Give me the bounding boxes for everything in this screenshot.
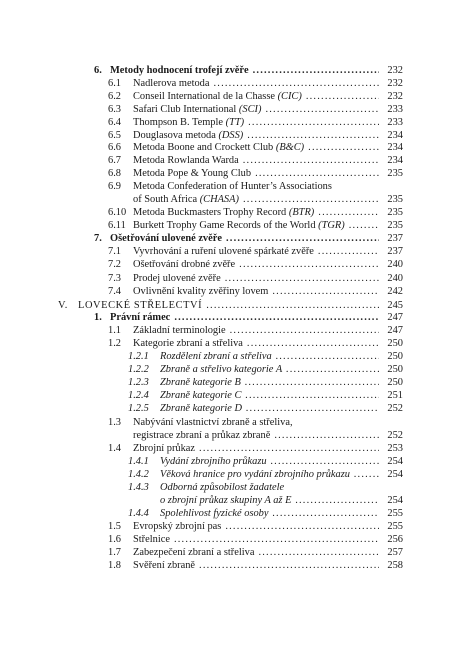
toc-entry-number: 1.2.3 (128, 377, 149, 389)
dot-leader (269, 507, 380, 520)
toc-entry (0, 167, 403, 180)
toc-entry-number: 6.5 (108, 129, 121, 141)
toc-entry-page-number: 250 (387, 338, 403, 350)
toc-entry-abbreviation: (CHASA) (199, 194, 239, 205)
toc-entry (0, 299, 403, 312)
toc-entry (0, 507, 403, 520)
toc-entry-title: Evropský zbrojní pas (133, 520, 222, 532)
dot-leader (235, 258, 379, 271)
toc-entry-title: Rozdělení zbraní a střeliva (160, 351, 272, 363)
toc-entry-page-number: 253 (387, 442, 403, 454)
toc-entry-title: Ovlivnění kvality zvěřiny lovem (133, 285, 269, 297)
toc-entry-title: Nabývání vlastnictví zbraně a střeliva, (133, 416, 293, 428)
toc-entry (0, 520, 403, 533)
dot-leader (345, 219, 379, 232)
toc-entry-title: Věková hranice pro vydání zbrojního průkazu (160, 468, 350, 480)
toc-entry-title: Základní terminologie (133, 325, 226, 337)
toc-entry (0, 129, 403, 142)
toc-entry-title: Metody hodnocení trofejí zvěře (110, 65, 249, 76)
dot-leader (221, 272, 379, 285)
toc-entry-page-number: 254 (387, 494, 403, 506)
toc-entry (0, 180, 403, 193)
toc-entry-title: Zbraně kategorie C (160, 390, 242, 402)
toc-entry-title: Douglasova metoda (133, 129, 216, 141)
dot-leader (270, 429, 379, 442)
toc-entry-number: 6.1 (108, 77, 121, 89)
toc-entry-title: registrace zbraní a průkaz zbraně (133, 429, 271, 441)
toc-entry-page-number: 234 (387, 155, 403, 167)
toc-entry-title: Metoda Confederation of Hunter’s Associations (133, 181, 332, 193)
dot-leader (254, 546, 379, 559)
dot-leader (221, 520, 379, 533)
toc-entry-page-number: 254 (387, 468, 403, 480)
toc-entry-number: 1.4 (108, 442, 121, 454)
dot-leader (291, 494, 379, 507)
toc-entry (0, 455, 403, 468)
toc-entry-page-number: 237 (387, 233, 403, 245)
dot-leader (170, 533, 379, 546)
toc-entry-abbreviation: (TT) (225, 116, 245, 128)
toc-entry-number: 1.2.4 (128, 390, 149, 402)
toc-entry-number: 6.3 (108, 103, 121, 115)
toc-entry-number: 6.6 (108, 142, 121, 154)
toc-entry-number: 7.3 (108, 272, 121, 284)
toc-entry (0, 494, 403, 507)
toc-entry-page-number: 233 (387, 116, 403, 128)
toc-entry-title: Conseil International de la Chasse (133, 90, 275, 102)
toc-entry (0, 481, 403, 494)
toc-entry-number: 7.1 (108, 246, 121, 258)
toc-entry-page-number: 234 (387, 129, 403, 141)
toc-entry (0, 402, 403, 415)
toc-entry (0, 206, 403, 219)
toc-entry-number: 1.2 (108, 338, 121, 350)
toc-entry-page-number: 237 (387, 246, 403, 258)
toc-entry-number: 1.7 (108, 546, 121, 558)
toc-entry-page-number: 235 (387, 194, 403, 205)
toc-entry-title: Ošetřování ulovené zvěře (110, 233, 222, 245)
dot-leader (243, 129, 379, 142)
toc-entry-title: Zbraně kategorie B (160, 377, 241, 389)
toc-entry-number: 1.1 (108, 325, 121, 337)
toc-entry-title: Odborná způsobilost žadatele (160, 481, 285, 493)
dot-leader (226, 324, 379, 337)
dot-leader (261, 103, 379, 116)
toc-entry-page-number: 242 (387, 285, 403, 297)
dot-leader (195, 442, 379, 455)
toc-entry-title: Vydání zbrojního průkazu (160, 455, 267, 467)
dot-leader (241, 389, 379, 402)
toc-entry-page-number: 235 (387, 219, 403, 231)
toc-entry-page-number: 250 (387, 377, 403, 389)
toc-entry-number: 1.5 (108, 520, 121, 532)
toc-entry (0, 64, 403, 77)
toc-entry (0, 376, 403, 389)
dot-leader (302, 90, 379, 103)
toc-entry-title: Thompson B. Temple (133, 116, 223, 128)
toc-entry-title: Burkett Trophy Game Records of the World (133, 219, 316, 231)
dot-leader (242, 402, 379, 415)
toc-entry-page-number: 247 (387, 325, 403, 337)
toc-entry (0, 363, 403, 376)
toc-entry-number: 1.3 (108, 416, 121, 428)
toc-entry-title: Metoda Buckmasters Trophy Record (133, 206, 287, 218)
toc-entry-abbreviation: (B&C) (275, 142, 305, 154)
toc-entry-title: Vyvrhování a ruření ulovené spárkaté zvěře (133, 246, 314, 258)
toc-entry-title: Metoda Pope & Young Club (133, 168, 252, 180)
toc-entry (0, 468, 403, 481)
toc-entry-page-number: 232 (387, 65, 403, 76)
toc-entry-number: 6.8 (108, 168, 121, 180)
toc-entry-page-number: 240 (387, 272, 403, 284)
toc-entry (0, 258, 403, 271)
dot-leader (314, 206, 379, 219)
toc-entry-title: Právní rámec (110, 312, 171, 324)
toc-entry-abbreviation: (CIC) (277, 90, 302, 102)
toc-entry-title: Spolehlivost fyzické osoby (160, 507, 269, 519)
toc-entry (0, 141, 403, 154)
toc-entry-page-number: 254 (387, 455, 403, 467)
dot-leader (251, 167, 379, 180)
dot-leader (272, 350, 379, 363)
dot-leader (304, 141, 379, 154)
toc-entry-page-number: 251 (387, 390, 403, 402)
toc-entry (0, 546, 403, 559)
toc-entry (0, 429, 403, 442)
toc-entry (0, 442, 403, 455)
toc-entry-number: 6.10 (108, 206, 127, 218)
toc-entry-page-number: 250 (387, 364, 403, 376)
toc-entry-number: 1.8 (108, 559, 121, 571)
toc-entry-page-number: 256 (387, 533, 403, 545)
toc-entry-title: Zabezpečení zbraní a střeliva (133, 546, 255, 558)
toc-entry (0, 116, 403, 129)
dot-leader (244, 116, 379, 129)
dot-leader (267, 455, 379, 468)
toc-entry (0, 90, 403, 103)
toc-entry-page-number: 233 (387, 103, 403, 115)
toc-entry (0, 77, 403, 90)
dot-leader (282, 363, 379, 376)
toc-entry-title: Zbraně kategorie D (160, 403, 242, 415)
toc-entry-page-number: 232 (387, 77, 403, 89)
toc-entry-page-number: 250 (387, 351, 403, 363)
toc-entry-number: 1.4.2 (128, 468, 149, 480)
toc-entry-number: 1.2.2 (128, 364, 149, 376)
toc-entry-number: 1.4.4 (128, 507, 149, 519)
toc-entry-number: 7.2 (108, 259, 121, 271)
toc-entry-number: 1. (94, 312, 102, 324)
toc-entry-title: o zbrojní průkaz skupiny A až E (160, 494, 292, 506)
toc-entry-page-number: 235 (387, 168, 403, 180)
toc-entry (0, 272, 403, 285)
toc-entry-abbreviation: (TGR) (318, 219, 345, 231)
toc-entry-page-number: 234 (387, 142, 403, 154)
toc-entry-abbreviation: (DSS) (218, 129, 244, 141)
toc-entry-number: 6. (94, 65, 102, 76)
dot-leader (268, 285, 379, 298)
toc-entry (0, 416, 403, 429)
toc-entry (0, 245, 403, 258)
dot-leader (249, 64, 379, 77)
toc-entry (0, 324, 403, 337)
dot-leader (209, 77, 379, 90)
toc-entry (0, 154, 403, 167)
toc-entry-page-number: 255 (387, 520, 403, 532)
toc-entry-title: Metoda Rowlanda Warda (133, 155, 239, 167)
toc-entry-number: 6.7 (108, 155, 121, 167)
toc-entry-abbreviation: (BTR) (288, 206, 315, 218)
toc-entry-title: Svěření zbraně (133, 559, 196, 571)
dot-leader (314, 245, 379, 258)
toc-entry-number: 7. (94, 233, 102, 245)
toc-entry-title: Střelnice (133, 533, 170, 545)
toc-entry-title: Nadlerova metoda (133, 77, 210, 89)
toc-entry-page-number: 257 (387, 546, 403, 558)
dot-leader (202, 299, 379, 312)
toc-entry (0, 193, 403, 206)
toc-entry (0, 311, 403, 324)
toc-entry-title: of South Africa (133, 194, 198, 205)
dot-leader (170, 311, 379, 324)
toc-entry-page-number: 232 (387, 90, 403, 102)
toc-entry-number: 1.2.1 (128, 351, 149, 363)
toc-entry-number: 1.6 (108, 533, 121, 545)
toc-entry-title: Metoda Boone and Crockett Club (133, 142, 274, 154)
toc-entry-abbreviation: (SCI) (238, 103, 262, 115)
toc-entry-page-number: 258 (387, 559, 403, 571)
toc-entry (0, 533, 403, 546)
toc-entry-page-number: 235 (387, 206, 403, 218)
dot-leader (239, 193, 379, 206)
toc-entry-number: 6.11 (108, 219, 126, 231)
toc-entry (0, 350, 403, 363)
toc-entry-title: Zbrojní průkaz (133, 442, 196, 454)
toc-entry-number: V. (58, 299, 68, 311)
toc-entry-number: 1.2.5 (128, 403, 149, 415)
toc-entry-page-number: 252 (387, 429, 403, 441)
toc-entry-page-number: 245 (387, 299, 403, 311)
toc-entry-title: Zbraně a střelivo kategorie A (160, 364, 283, 376)
toc-entry-title: Safari Club International (133, 103, 237, 115)
toc-entry-title: Ošetřování drobné zvěře (133, 259, 236, 271)
dot-leader (241, 376, 379, 389)
toc-entry (0, 219, 403, 232)
toc-entry-number: 7.4 (108, 285, 121, 297)
toc-entry (0, 285, 403, 298)
toc-entry-title: Kategorie zbraní a střeliva (133, 338, 243, 350)
toc-entry (0, 103, 403, 116)
dot-leader (222, 232, 379, 245)
dot-leader (239, 154, 379, 167)
toc-entry (0, 389, 403, 402)
toc-entry (0, 559, 403, 572)
toc-entry-title: Prodej ulovené zvěře (133, 272, 221, 284)
toc-entry-page-number: 247 (387, 312, 403, 324)
toc-entry-page-number: 240 (387, 259, 403, 271)
toc-entry-number: 6.4 (108, 116, 121, 128)
dot-leader (350, 468, 379, 481)
toc-entry-page-number: 255 (387, 507, 403, 519)
toc-entry-page-number: 252 (387, 403, 403, 415)
toc-entry (0, 232, 403, 245)
toc-entry-number: 6.2 (108, 90, 121, 102)
dot-leader (243, 337, 379, 350)
toc-entry-number: 1.4.1 (128, 455, 149, 467)
toc-entry-title: LOVECKÉ STŘELECTVÍ (78, 299, 203, 311)
dot-leader (195, 559, 379, 572)
toc-entry (0, 337, 403, 350)
toc-entry-number: 6.9 (108, 181, 121, 193)
toc-entry-number: 1.4.3 (128, 481, 149, 493)
